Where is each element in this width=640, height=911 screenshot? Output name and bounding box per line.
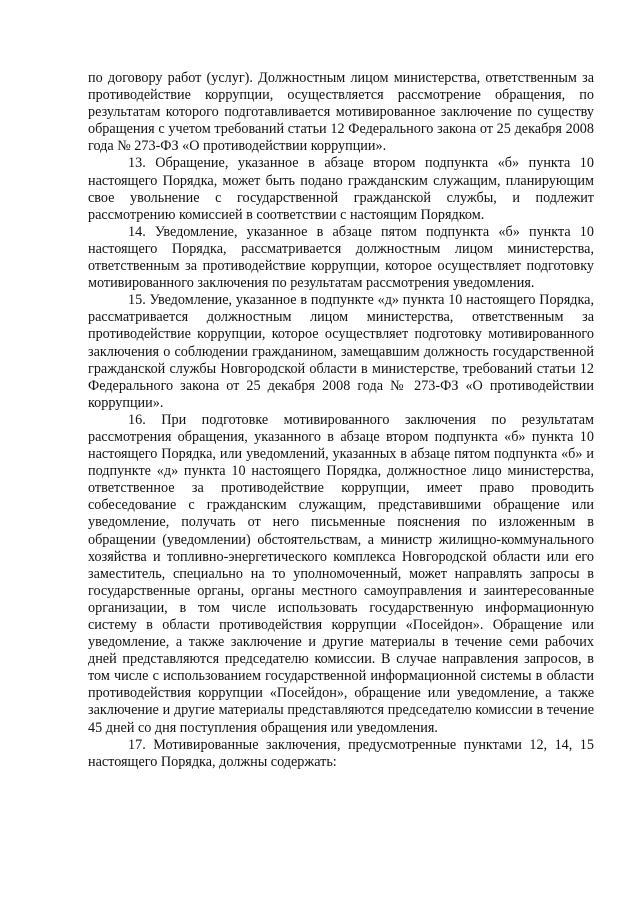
paragraph-15: 15. Уведомление, указанное в подпункте «д» пункта 10 настоящего Порядка, рассматривается должностным лицом министерства, ответственным за противодействие коррупции, которое осуществляет подготовку мотивированного заключения о соблюдении гражданином, замещавшим должность государственной гражданской службы Новгородской области в министерстве, требований статьи 12 Федерального закона от 25 декабря 2008 года № 273-ФЗ «О противодействии коррупции».: [88, 292, 594, 411]
paragraph-continuation-12: по договору работ (услуг). Должностным лицом министерства, ответственным за противодействие коррупции, осуществляется рассмотрение обращения, по результатам которого подготавливается мотивированное заключение по существу обращения с учетом требований статьи 12 Федерального закона от 25 декабря 2008 года № 273-ФЗ «О противодействии коррупции».: [88, 70, 594, 155]
paragraph-14: 14. Уведомление, указанное в абзаце пятом подпункта «б» пункта 10 настоящего Порядка, рассматривается должностным лицом министерства, ответственным за противодействие коррупции, которое осуществляет подготовку мотивированного заключения по результатам рассмотрения уведомления.: [88, 223, 594, 292]
paragraph-13: 13. Обращение, указанное в абзаце втором подпункта «б» пункта 10 настоящего Порядка, может быть подано гражданским служащим, планирующим свое увольнение с государственной гражданской службы, и подлежит рассмотрению комиссией в соответствии с настоящим Порядком.: [88, 155, 594, 223]
paragraph-17: 17. Мотивированные заключения, предусмотренные пунктами 12, 14, 15 настоящего Порядка, должны содержать:: [88, 736, 594, 770]
paragraph-16: 16. При подготовке мотивированного заключения по результатам рассмотрения обращения, указанного в абзаце втором подпункта «б» пункта 10 настоящего Порядка, или уведомлений, указанных в абзаце пятом подпункта «б» и подпункте «д» пункта 10 настоящего Порядка, должностное лицо министерства, ответственное за противодействие коррупции, имеет право проводить собеседование с гражданским служащим, представившими обращение или уведомление, получать от него письменные пояснения по изложенным в обращении (уведомлении) обстоятельствам, а министр жилищно-коммунального хозяйства и топливно-энергетического комплекса Новгородской области или его заместитель, специально на то уполномоченный, может направлять запросы в государственные органы, органы местного самоуправления и заинтересованные организации, в том числе использовать государственную информационную систему в области противодействия коррупции «Посейдон». Обращение или уведомление, а также заключение и другие материалы в течение семи рабочих дней представляются председателю комиссии. В случае направления запросов, в том числе с использованием государственной информационной системы в области противодействия коррупции «Посейдон», обращение или уведомление, а также заключение и другие материалы представляются председателю комиссии в течение 45 дней со дня поступления обращения или уведомления.: [88, 411, 594, 736]
